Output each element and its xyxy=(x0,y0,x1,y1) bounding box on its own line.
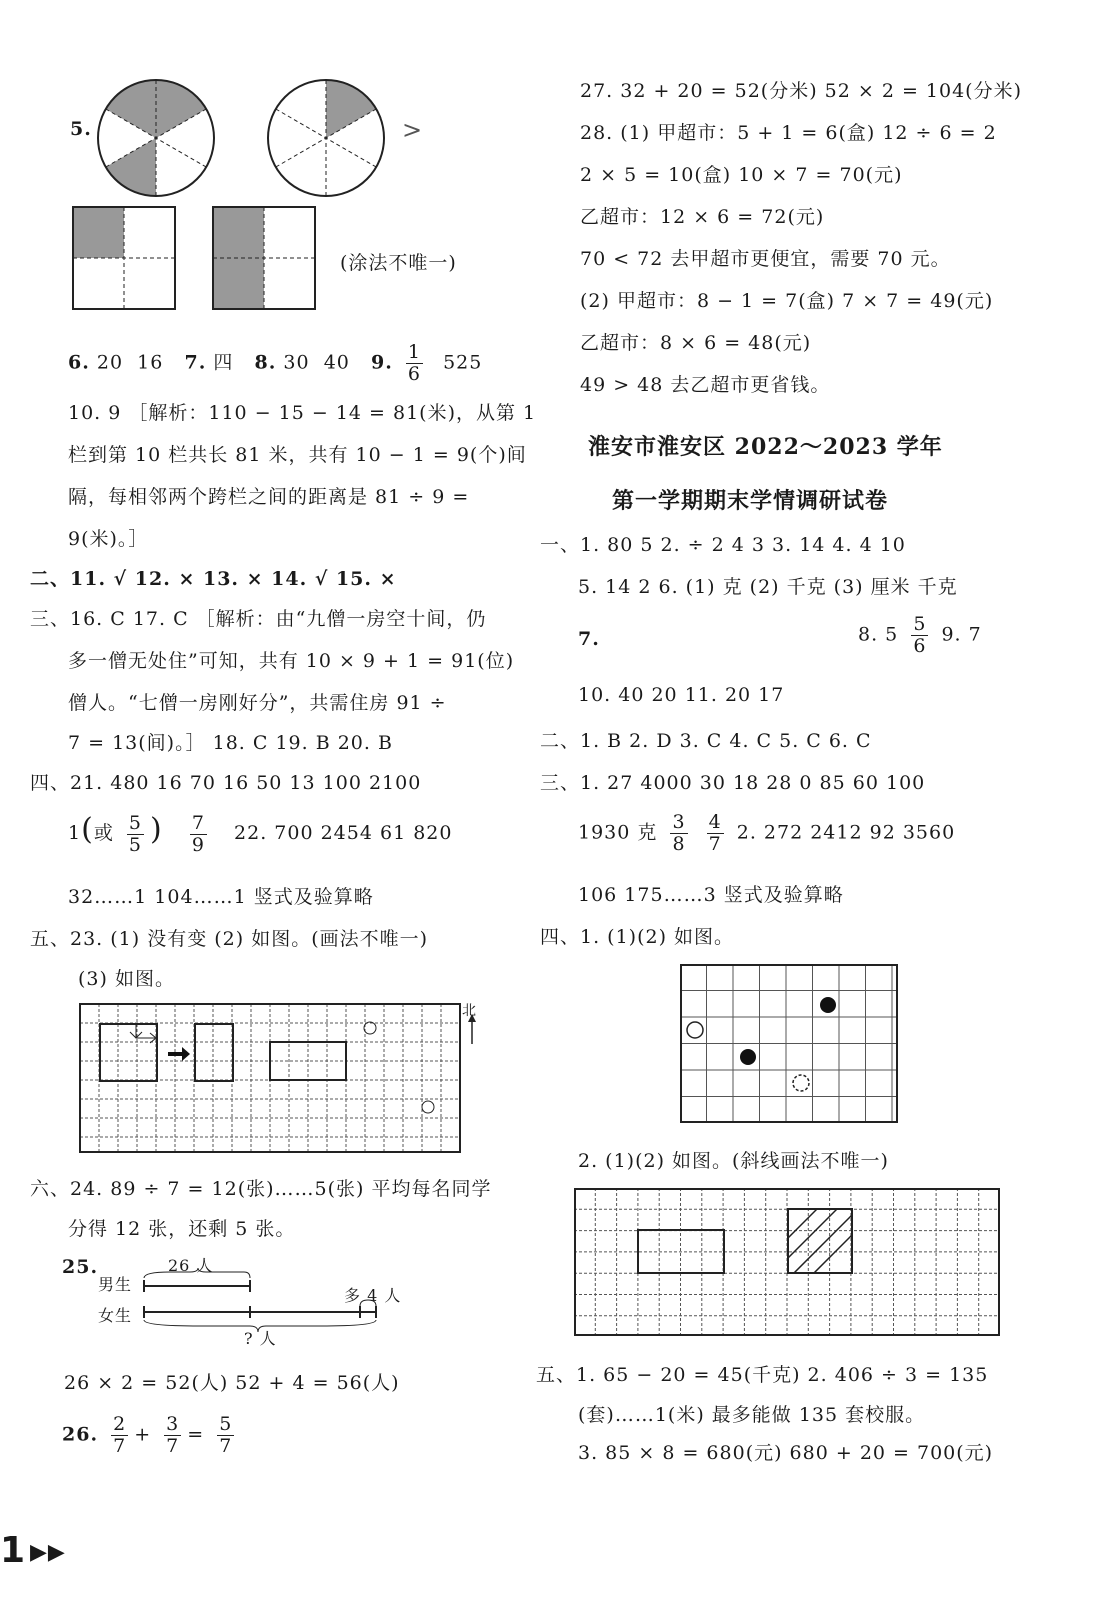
boys-label: 男生 xyxy=(98,1275,133,1294)
san-line-2: 1930 克 $\frac{3}{8}$ $\frac{4}{7}$ 2. 272 2412 92 3560 xyxy=(578,811,956,855)
fraction-circle-2 xyxy=(266,78,386,198)
exam-title-2: 第一学期期末学情调研试卷 xyxy=(612,488,889,514)
q6-line: 6. 20 16 7. 四 8. 30 40 9. $\frac{1}{6}$ 525 xyxy=(68,341,483,385)
q28-line-7: 49 > 48 去乙超市更省钱。 xyxy=(580,374,831,396)
san-line-3: 106 175……3 竖式及验算略 xyxy=(578,884,844,906)
q10-line-2: 栏到第 10 栏共长 81 米，共有 10 − 1 = 9(个)间 xyxy=(68,444,527,466)
si-line-1: 四、1. (1)(2) 如图。 xyxy=(540,926,735,948)
section-san-1: 三、16. C 17. C ［解析：由“九僧一房空十间，仍 xyxy=(30,608,487,630)
section-si-3: 32……1 104……1 竖式及验算略 xyxy=(68,886,374,908)
unknown-label: ? 人 xyxy=(244,1329,277,1348)
q26-line: 26. $\frac{2}{7}$ + $\frac{3}{7}$ = $\frac{5}{7}$ xyxy=(62,1413,233,1457)
yi-q8-q9: 8. 5 $\frac{5}{6}$ 9. 7 xyxy=(858,613,982,657)
section-si-2: 1(或 $\frac{5}{5}$ ) $\frac{7}{9}$ 22. 700 2454 61 820 xyxy=(68,811,453,856)
wu-line-3: 3. 85 × 8 = 680(元) 680 + 20 = 700(元) xyxy=(578,1442,994,1464)
section-wu-1: 五、23. (1) 没有变 (2) 如图。(画法不唯一) xyxy=(30,928,429,950)
fraction-square-1 xyxy=(72,206,176,310)
grid-figure-left xyxy=(80,1004,480,1154)
section-san-4: 7 = 13(间)。］ 18. C 19. B 20. B xyxy=(68,732,393,754)
er-line: 二、1. B 2. D 3. C 4. C 5. C 6. C xyxy=(540,730,872,752)
section-er: 二、11. √ 12. × 13. × 14. √ 15. × xyxy=(30,568,397,590)
wu-line-1: 五、1. 65 − 20 = 45(千克) 2. 406 ÷ 3 = 135 xyxy=(536,1364,989,1386)
q28-line-4: 70 < 72 去甲超市更便宜，需要 70 元。 xyxy=(580,248,951,270)
more-label: 多 4 人 xyxy=(344,1286,402,1305)
section-liu-1: 六、24. 89 ÷ 7 = 12(张)……5(张) 平均每名同学 xyxy=(30,1178,492,1200)
q5-compare: > xyxy=(402,116,424,144)
fraction-square-2 xyxy=(212,206,316,310)
yi-line-1: 一、1. 80 5 2. ÷ 2 4 3 3. 14 4. 4 10 xyxy=(540,534,906,556)
q10-line-3: 隔，每相邻两个跨栏之间的距离是 81 ÷ 9 = xyxy=(68,486,470,508)
page-number: 1 xyxy=(0,1530,27,1571)
q28-line-2: 2 × 5 = 10(盒) 10 × 7 = 70(元) xyxy=(580,164,903,186)
section-si-1: 四、21. 480 16 70 16 50 13 100 2100 xyxy=(30,772,422,794)
yi-q7: 7. xyxy=(578,628,600,650)
north-label: 北 xyxy=(462,1003,477,1019)
section-san-3: 僧人。“七僧一房刚好分”，共需住房 91 ÷ xyxy=(68,692,447,714)
section-wu-2: (3) 如图。 xyxy=(78,968,175,990)
q5-note: (涂法不唯一) xyxy=(340,252,457,274)
q25-label: 25. xyxy=(62,1256,99,1278)
line-segment-diagram xyxy=(140,1268,390,1338)
q28-line-3: 乙超市：12 × 6 = 72(元) xyxy=(580,206,825,228)
san-line-1: 三、1. 27 4000 30 18 28 0 85 60 100 xyxy=(540,772,926,794)
q28-line-5: (2) 甲超市：8 − 1 = 7(盒) 7 × 7 = 49(元) xyxy=(580,290,994,312)
q5-label: 5. xyxy=(70,118,92,140)
q10-line-4: 9(米)。］ xyxy=(68,528,149,550)
yi-line-2: 5. 14 2 6. (1) 克 (2) 千克 (3) 厘米 千克 xyxy=(578,576,958,598)
section-liu-2: 分得 12 张，还剩 5 张。 xyxy=(68,1218,296,1240)
exam-title-1: 淮安市淮安区 2022～2023 学年 xyxy=(588,434,943,460)
fraction-circle-1 xyxy=(96,78,216,198)
q28-line-6: 乙超市：8 × 6 = 48(元) xyxy=(580,332,812,354)
arrow-icon: ▶▶ xyxy=(30,1540,66,1565)
section-san-2: 多一僧无处住”可知，共有 10 × 9 + 1 = 91(位) xyxy=(68,650,515,672)
q28-line-1: 28. (1) 甲超市：5 + 1 = 6(盒) 12 ÷ 6 = 2 xyxy=(580,122,997,144)
q27-line: 27. 32 + 20 = 52(分米) 52 × 2 = 104(分米) xyxy=(580,80,1023,102)
q10-line-1: 10. 9 ［解析：110 − 15 − 14 = 81(米)，从第 1 xyxy=(68,402,537,424)
boys-count: 26 人 xyxy=(168,1256,214,1275)
wu-line-2: (套)……1(米) 最多能做 135 套校服。 xyxy=(578,1404,926,1426)
yi-line-4: 10. 40 20 11. 20 17 xyxy=(578,684,785,706)
girls-label: 女生 xyxy=(98,1306,133,1325)
grid-figure-right-1 xyxy=(680,964,898,1124)
q25-answer: 26 × 2 = 52(人) 52 + 4 = 56(人) xyxy=(64,1372,400,1394)
si-line-2: 2. (1)(2) 如图。(斜线画法不唯一) xyxy=(578,1150,889,1172)
grid-figure-right-2 xyxy=(574,1188,1002,1338)
